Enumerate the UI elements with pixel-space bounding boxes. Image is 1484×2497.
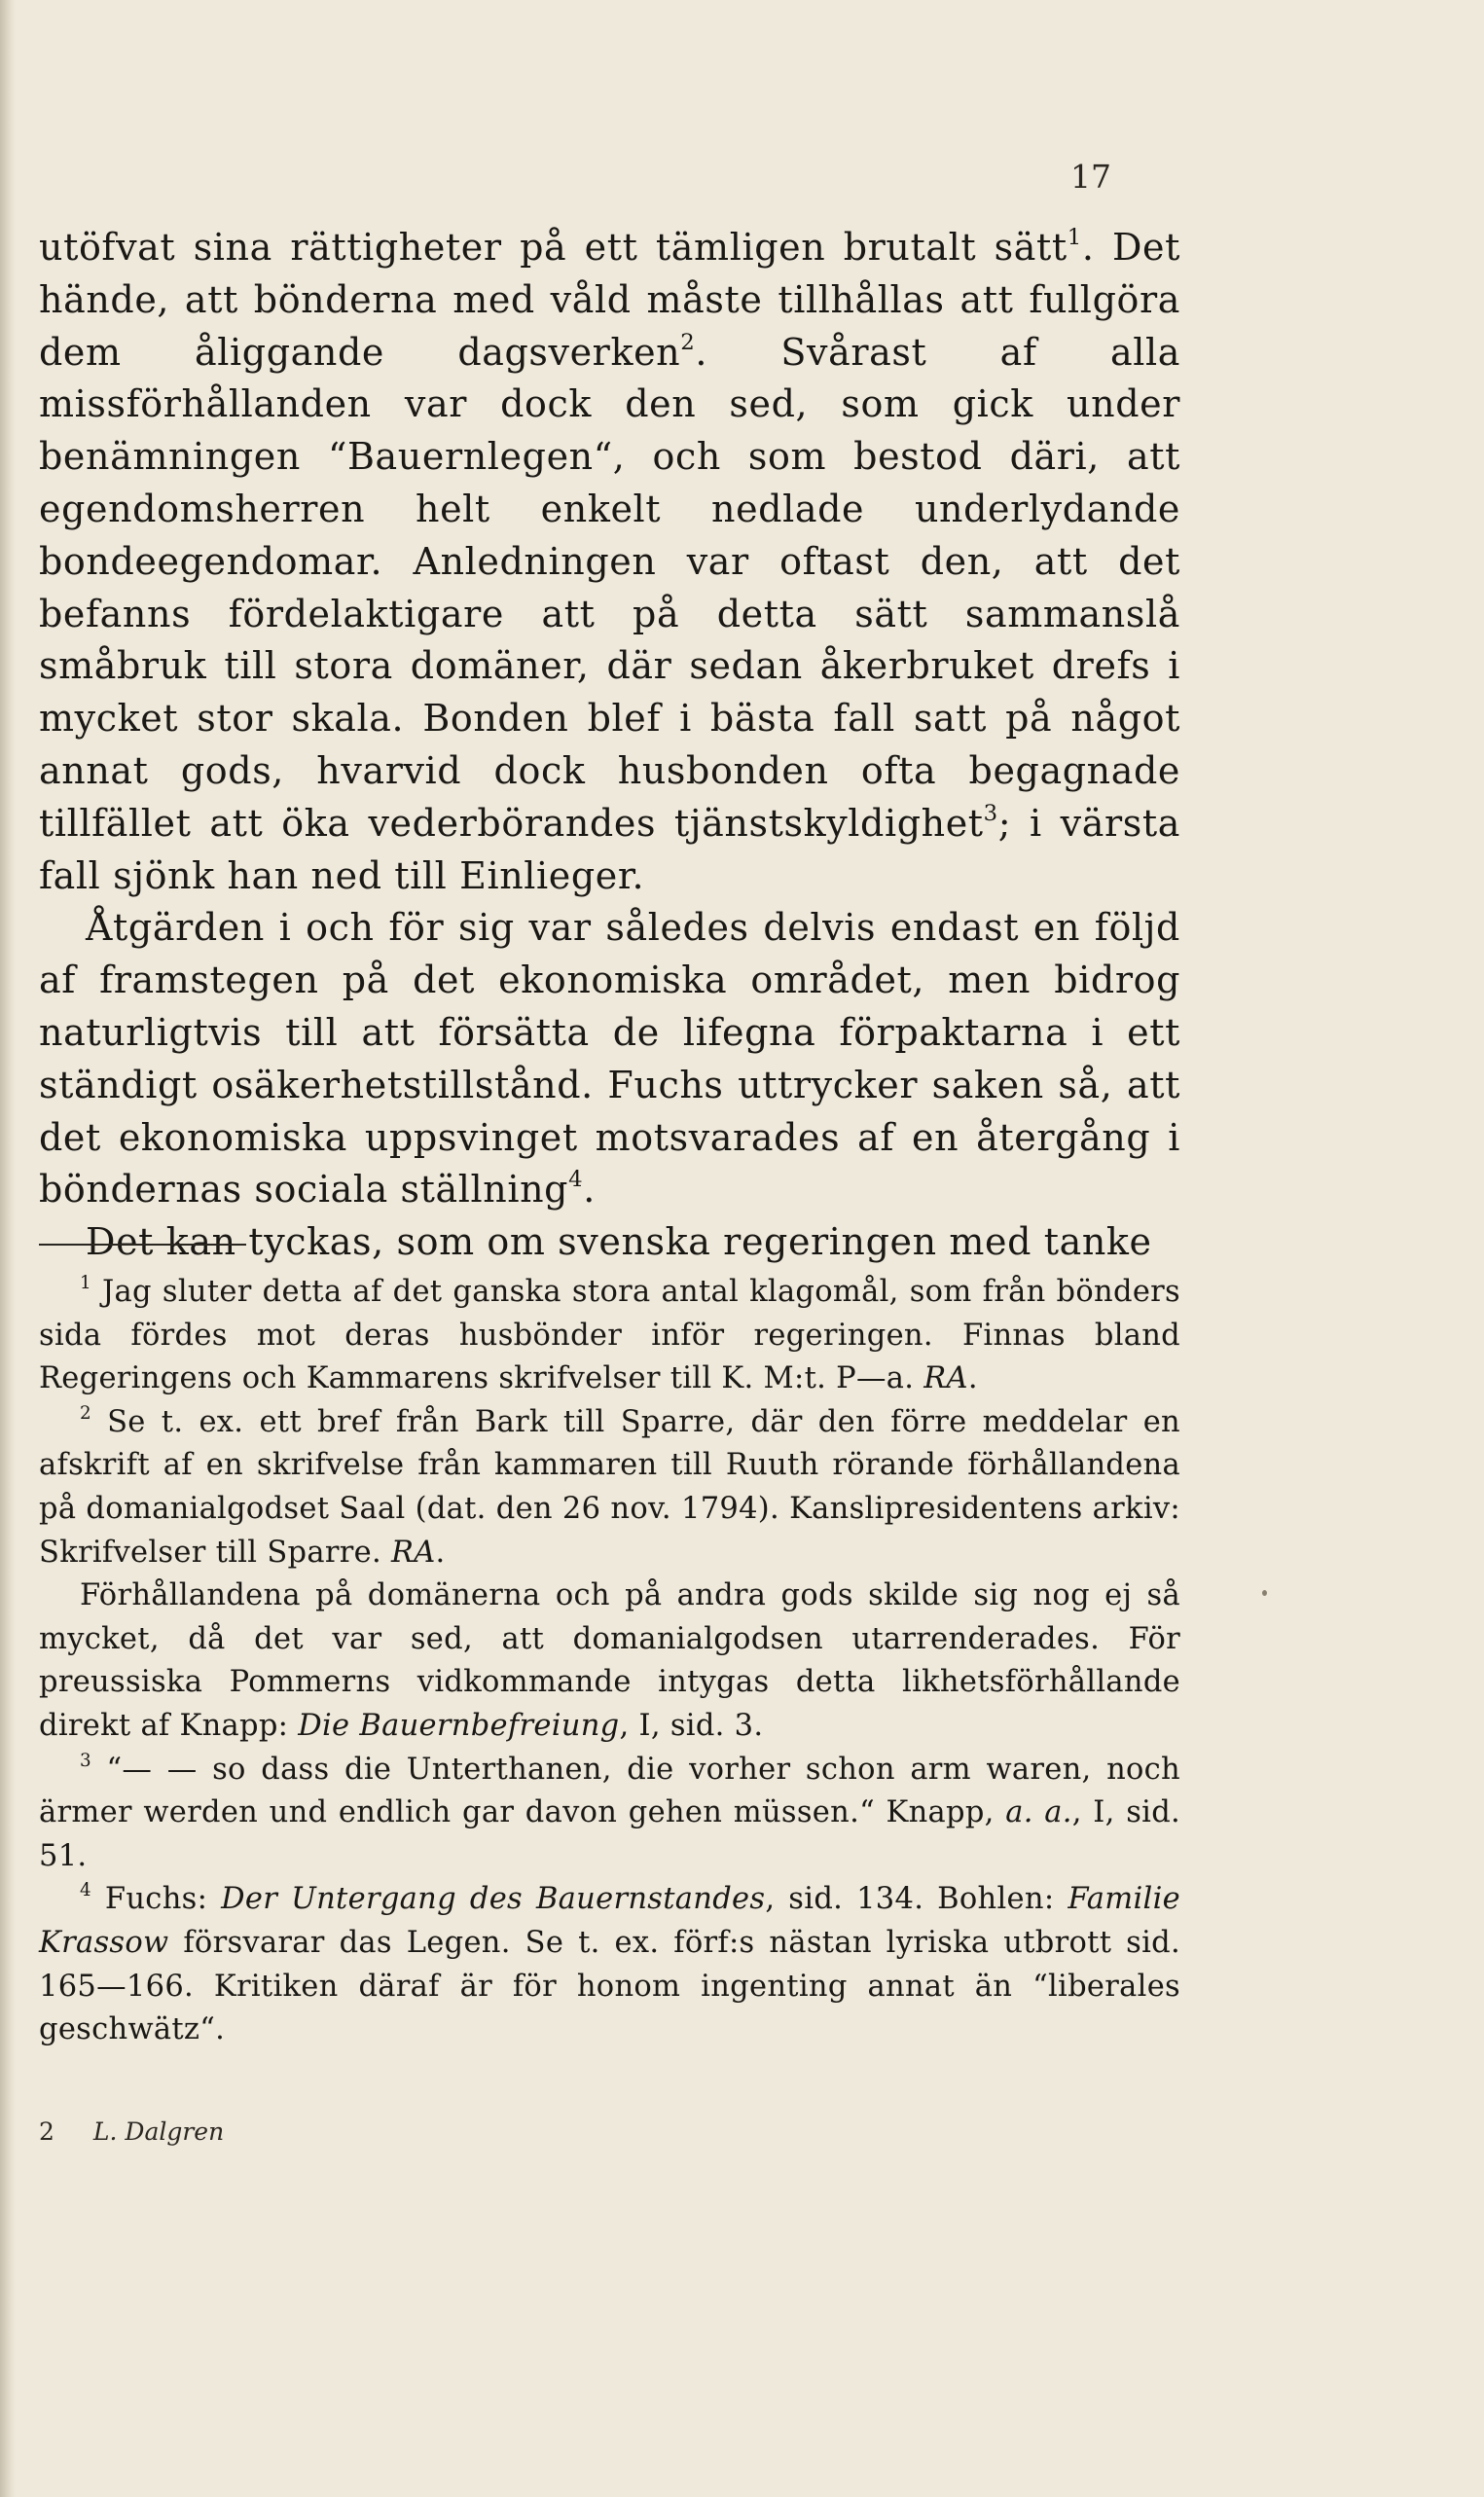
- page-number: 17: [1070, 158, 1111, 196]
- signature-name: L. Dalgren: [92, 2117, 225, 2146]
- footnote-ref-4: 4: [568, 1167, 584, 1193]
- footnote-ref-2: 2: [680, 329, 696, 355]
- footnote-3: $^3$ “— — so dass die Unterthanen, die vorher schon arm waren, noch ärmer werden und endlich gar davon gehen müssen.“ Knapp, a. a., I, sid. 51.: [39, 1750, 1181, 1873]
- footnotes: [39, 1271, 1180, 2052]
- footnote-divider: [39, 1244, 246, 1246]
- ink-speck: [1262, 1590, 1267, 1596]
- page-edge: [0, 0, 16, 2497]
- footnote-2-continued: Förhållandena på domänerna och på andra gods skilde sig nog ej så mycket, då det var sed, att domanialgodsen utarrenderades. För preussiska Pommerns vidkommande intygas detta likhetsförhållande direkt af Knapp: Die Bauernbefreiung, I, sid. 3.: [39, 1578, 1180, 1743]
- paragraph-3: Det kan tyckas, som om svenska regeringen med tanke: [86, 1220, 1152, 1264]
- paragraph-1: utöfvat sina rättigheter på ett tämligen brutalt sätt$^1$. Det hände, att bönderna med våld måste tillhållas att fullgöra dem åliggande dagsverken$^2$. Svårast af alla missförhållanden var dock den sed, som gick under benämningen “Bauernlegen“, och som bestod däri, att egendomsherren helt enkelt nedlade underlydande bondeegendomar. Anledningen var oftast den, att det befanns fördelaktigare att på detta sätt sammanslå småbruk till stora domäner, där sedan åkerbruket drefs i mycket stor skala. Bonden blef i bästa fall satt på något annat gods, hvarvid dock husbonden ofta begagnade tillfället att öka vederbörandes tjänstskyldighet$^3$; i värsta fall sjönk han ned till Einlieger.: [39, 225, 1181, 897]
- signature-number: 2: [39, 2117, 54, 2146]
- footnote-ref-1: 1: [1067, 225, 1082, 251]
- footnote-4: $^4$ Fuchs: Der Untergang des Bauernstandes, sid. 134. Bohlen: Familie Krassow försvarar das Legen. Se t. ex. förf:s nästan lyriska utbrott sid. 165—166. Kritiken däraf är för honom ingenting annat än “liberales geschwätz“.: [39, 1880, 1181, 2047]
- signature-mark: [39, 2117, 224, 2146]
- paragraph-2: Åtgärden i och för sig var således delvis endast en följd af framstegen på det ekonomiska området, men bidrog naturligtvis till att försätta de lifegna förpaktarna i ett ständigt osäkerhetstillstånd. Fuchs uttrycker saken så, att det ekonomiska uppsvinget motsvarades af en återgång i böndernas sociala ställning$^4$.: [39, 906, 1180, 1212]
- main-text: [39, 222, 1180, 1269]
- footnote-1: $^1$ Jag sluter detta af det ganska stora antal klagomål, som från bönders sida fördes mot deras husbönder inför regeringen. Finnas bland Regeringens och Kammarens skrifvelser till K. M:t. P—a. RA.: [39, 1273, 1180, 1396]
- footnote-2: $^2$ Se t. ex. ett bref från Bark till Sparre, där den förre meddelar en afskrift af en skrifvelse från kammaren till Ruuth rörande förhållandena på domanialgodset Saal (dat. den 26 nov. 1794). Kanslipresidentens arkiv: Skrifvelser till Sparre. RA.: [39, 1402, 1180, 1570]
- footnote-ref-3: 3: [983, 800, 998, 826]
